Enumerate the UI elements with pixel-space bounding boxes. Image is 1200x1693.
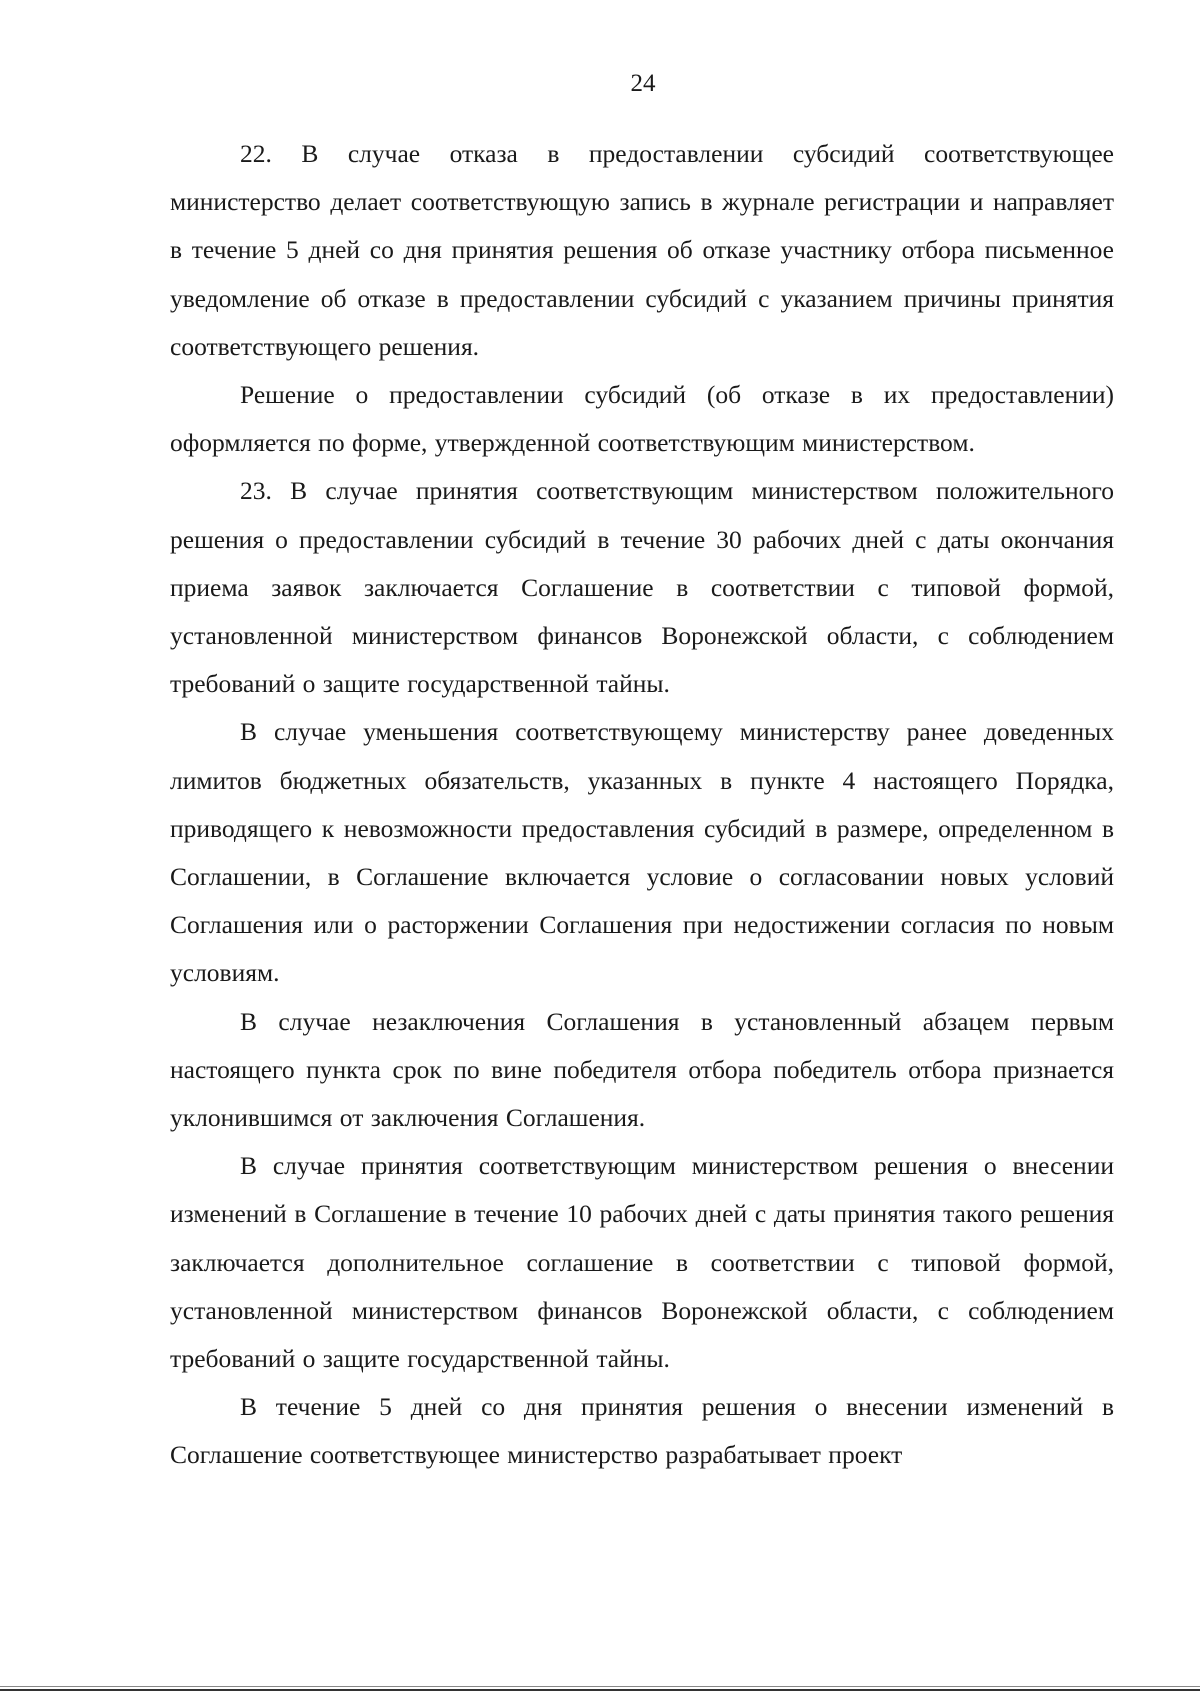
paragraph-non-conclusion: В случае незаключения Соглашения в установленный абзацем первым настоящего пункта срок по вине победителя отбора победитель отбора признается уклонившимся от заключения Соглашения. — [170, 1006, 1114, 1133]
paragraph-decision-form: Решение о предоставлении субсидий (об отказе в их предоставлении) оформляется по форме, утвержденной соответствующим министерством. — [170, 380, 1114, 458]
document-body — [170, 130, 1114, 1480]
paragraph-amendments: В случае принятия соответствующим министерством решения о внесении изменений в Соглашение в течение 10 рабочих дней с даты принятия такого решения заключается дополнительное соглашение в соответствии с типовой формой, установленной министерством финансов Воронежской области, с соблюдением требований о защите государственной тайны. — [170, 1151, 1114, 1374]
paragraph-draft-development: В течение 5 дней со дня принятия решения о внесении изменений в Соглашение соответствующее министерство разрабатывает проект — [170, 1392, 1114, 1470]
paragraph-22: 22. В случае отказа в предоставлении субсидий соответствующее министерство делает соответствующую запись в журнале регистрации и направляет в течение 5 дней со дня принятия решения об отказе участнику отбора письменное уведомление об отказе в предоставлении субсидий с указанием причины принятия соответствующего решения. — [170, 139, 1114, 361]
paragraph-limits-reduction: В случае уменьшения соответствующему министерству ранее доведенных лимитов бюджетных обязательств, указанных в пункте 4 настоящего Порядка, приводящего к невозможности предоставления субсидий в размере, определенном в Соглашении, в Соглашение включается условие о согласовании новых условий Соглашения или о расторжении Соглашения при недостижении согласия по новым условиям. — [170, 717, 1114, 988]
footer-divider-thin — [0, 1686, 1200, 1687]
paragraph-23: 23. В случае принятия соответствующим министерством положительного решения о предоставлении субсидий в течение 30 рабочих дней с даты окончания приема заявок заключается Соглашение в соответствии с типовой формой, установленной министерством финансов Воронежской области, с соблюдением требований о защите государственной тайны. — [170, 476, 1114, 699]
page-number: 24 — [630, 70, 656, 97]
footer-divider — [0, 1689, 1200, 1691]
